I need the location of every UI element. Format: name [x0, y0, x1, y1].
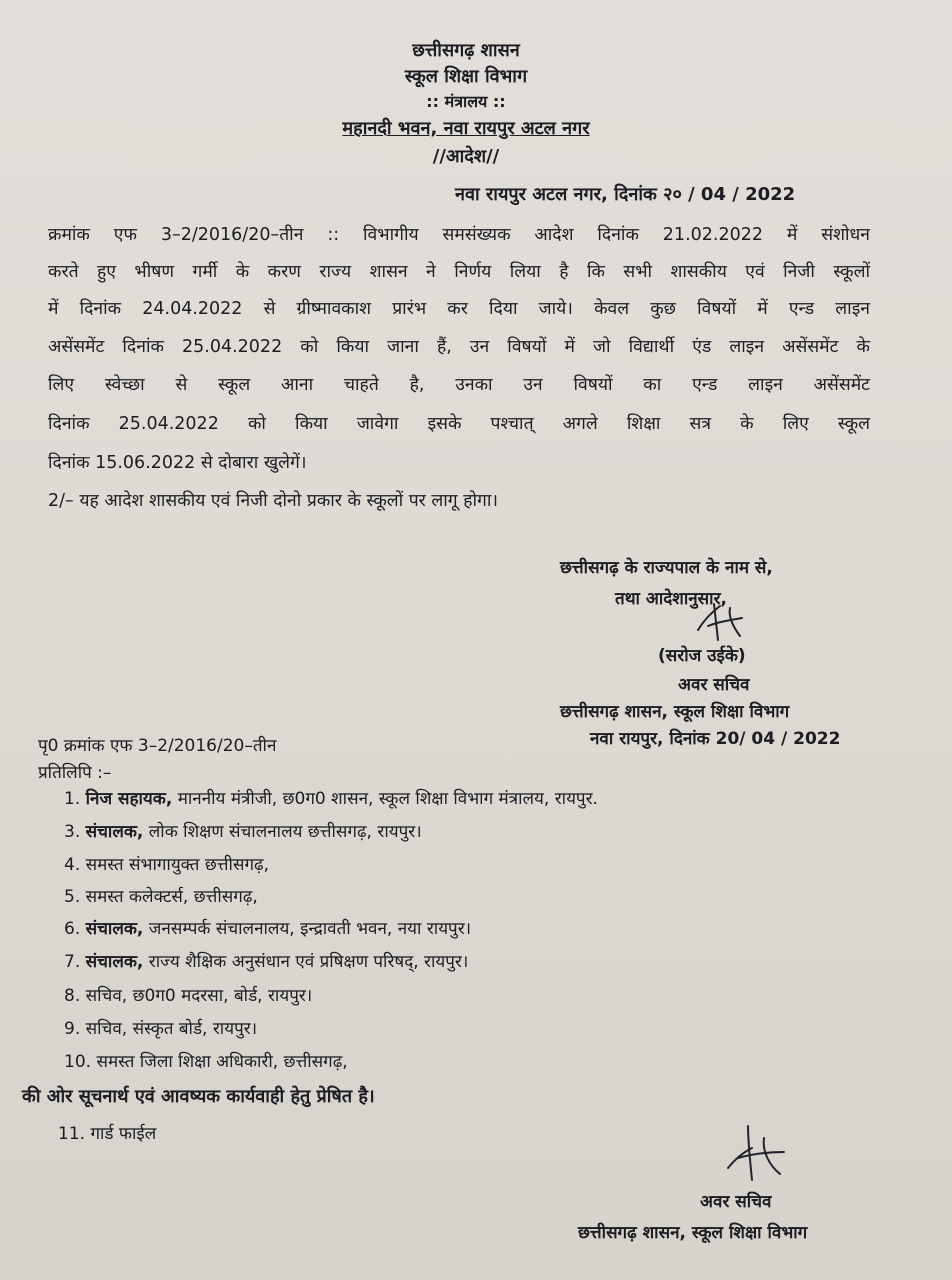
copy-item: 9. सचिव, संस्कृत बोर्ड, रायपुर।	[64, 1019, 258, 1039]
body-line-1: क्रमांक एफ 3–2/2016/20–तीन :: विभागीय समसंख्यक आदेश दिनांक 21.02.2022 में संशोधन	[48, 225, 870, 245]
body-line-5: लिए स्वेच्छा से स्कूल आना चाहते है, उनका उन विषयों का एन्ड लाइन असेंसमेंट	[48, 375, 870, 395]
copy-to-label: प्रतिलिपि :–	[38, 763, 112, 783]
signature-scribble-1	[690, 600, 750, 645]
header-ministry: :: मंत्रालय ::	[426, 92, 506, 111]
signature-scribble-2	[718, 1118, 798, 1188]
signatory-date: नवा रायपुर, दिनांक 20/ 04 / 2022	[590, 729, 841, 749]
by-order-line: तथा आदेशानुसार,	[615, 589, 727, 609]
header-govt: छत्तीसगढ़ शासन	[412, 40, 520, 61]
body-line-4: असेंसमेंट दिनांक 25.04.2022 को किया जाना हैं, उन विषयों में जो विद्यार्थी एंड लाइन असेंसमेंट के	[48, 337, 870, 357]
header-order-title: //आदेश//	[432, 146, 500, 167]
signatory-dept: छत्तीसगढ़ शासन, स्कूल शिक्षा विभाग	[560, 702, 790, 722]
governor-name-line: छत्तीसगढ़ के राज्यपाल के नाम से,	[560, 558, 773, 578]
copy-item: 10. समस्त जिला शिक्षा अधिकारी, छत्तीसगढ़,	[64, 1052, 348, 1072]
body-line-7: दिनांक 15.06.2022 से दोबारा खुलेगें।	[48, 453, 307, 473]
endorsement-ref: पृ0 क्रमांक एफ 3–2/2016/20–तीन	[38, 736, 277, 756]
copy-item: 4. समस्त संभागायुक्त छत्तीसगढ़,	[64, 855, 269, 875]
body-line-6: दिनांक 25.04.2022 को किया जावेगा इसके पश्चात् अगले शिक्षा सत्र के लिए स्कूल	[48, 414, 870, 434]
signatory-designation: अवर सचिव	[678, 675, 750, 695]
copy-item: 1. निज सहायक, माननीय मंत्रीजी, छ0ग0 शासन, स्कूल शिक्षा विभाग मंत्रालय, रायपुर.	[64, 789, 598, 809]
copy-item: 8. सचिव, छ0ग0 मदरसा, बोर्ड, रायपुर।	[64, 986, 313, 1006]
copy-item-guard-file: 11. गार्ड फाईल	[58, 1124, 157, 1144]
copy-item: 3. संचालक, लोक शिक्षण संचालनालय छत्तीसगढ़, रायपुर।	[64, 822, 422, 842]
body-line-3: में दिनांक 24.04.2022 से ग्रीष्मावकाश प्रारंभ कर दिया जाये। केवल कुछ विषयों में एन्ड लाइन	[48, 299, 870, 319]
body-para-2: 2/– यह आदेश शासकीय एवं निजी दोनो प्रकार के स्कूलों पर लागू होगा।	[48, 491, 499, 511]
copy-item: 6. संचालक, जनसम्पर्क संचालनालय, इन्द्रावती भवन, नया रायपुर।	[64, 919, 472, 939]
order-date: नवा रायपुर अटल नगर, दिनांक २० / 04 / 2022	[455, 184, 796, 205]
header-dept: स्कूल शिक्षा विभाग	[404, 66, 528, 87]
copy-item: 7. संचालक, राज्य शैक्षिक अनुसंधान एवं प्रषिक्षण परिषद्, रायपुर।	[64, 952, 469, 972]
body-line-2: करते हुए भीषण गर्मी के करण राज्य शासन ने निर्णय लिया है कि सभी शासकीय एवं निजी स्कूलों	[48, 262, 870, 282]
copy-closing-line: की ओर सूचनार्थ एवं आवष्यक कार्यवाही हेतु प्रेषित है।	[22, 1086, 375, 1107]
signatory2-dept: छत्तीसगढ़ शासन, स्कूल शिक्षा विभाग	[578, 1223, 808, 1243]
header-address: महानदी भवन, नवा रायपुर अटल नगर	[342, 118, 590, 139]
copy-item: 5. समस्त कलेक्टर्स, छत्तीसगढ़,	[64, 887, 258, 907]
signatory2-designation: अवर सचिव	[700, 1192, 772, 1212]
signatory-name: (सरोज उईके)	[658, 646, 746, 666]
